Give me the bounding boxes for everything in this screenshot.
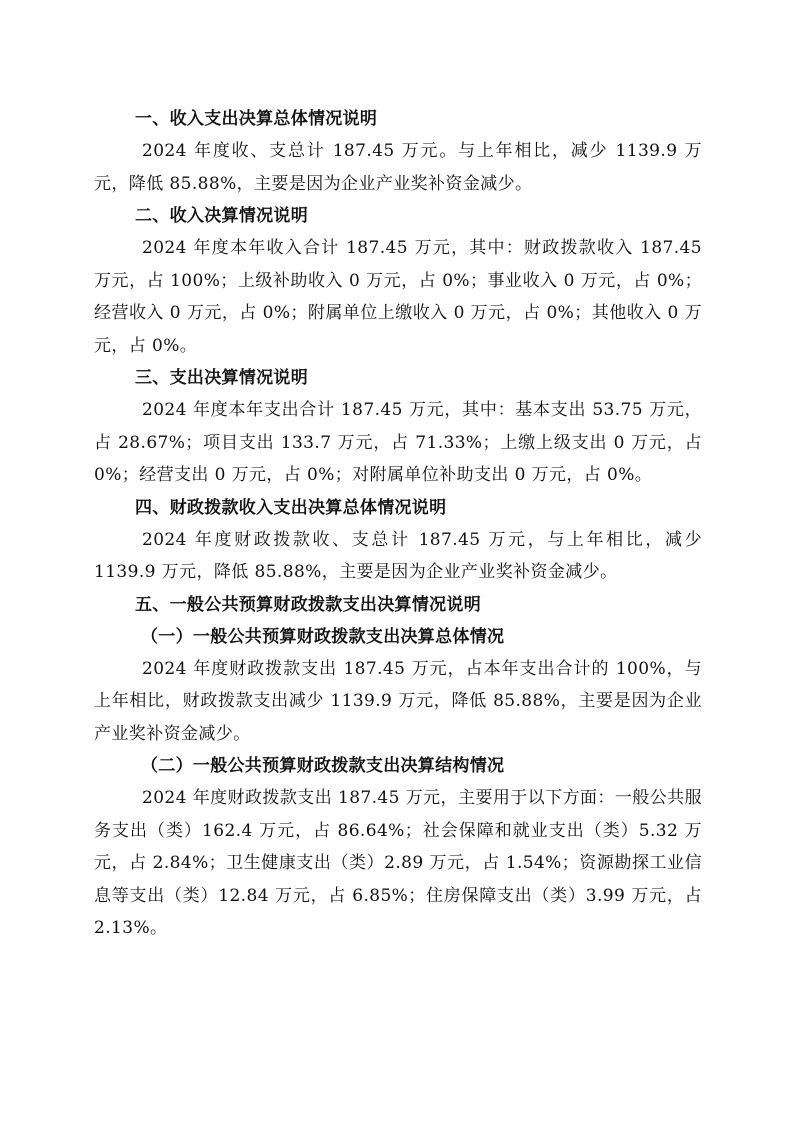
document-body: [94, 103, 702, 945]
section-paragraph-3: 2024 年度本年支出合计 187.45 万元，其中：基本支出 53.75 万元，占 28.67%；项目支出 133.7 万元，占 71.33%；上缴上级支出 0 万元，占 0%；经营支出 0 万元，占 0%；对附属单位补助支出 0 万元，占 0%。: [94, 400, 702, 485]
section-heading-3: 三、支出决算情况说明: [135, 368, 308, 388]
subsection-heading-5-2: （二）一般公共预算财政拨款支出决算结构情况: [141, 756, 505, 776]
subsection-heading-5-1: （一）一般公共预算财政拨款支出决算总体情况: [141, 626, 505, 647]
section-heading-5: 五、一般公共预算财政拨款支出决算情况说明: [135, 594, 481, 615]
subsection-paragraph-5-1: 2024 年度财政拨款支出 187.45 万元，占本年支出合计的 100%，与上年相比，财政拨款支出减少 1139.9 万元，降低 85.88%，主要是因为企业产业奖补资金减少。: [94, 658, 702, 744]
section-paragraph-1: 2024 年度收、支总计 187.45 万元。与上年相比，减少 1139.9 万元，降低 85.88%，主要是因为企业产业奖补资金减少。: [94, 141, 702, 194]
subsection-paragraph-5-2: 2024 年度财政拨款支出 187.45 万元，主要用于以下方面：一般公共服务支出（类）162.4 万元，占 86.64%；社会保障和就业支出（类）5.32 万元，占 2.84%；卫生健康支出（类）2.89 万元，占 1.54%；资源勘探工业信息等支出（类）12.84 万元，占 6.85%；住房保障支出（类）3.99 万元，占 2.13%。: [94, 788, 702, 938]
section-heading-1: 一、收入支出决算总体情况说明: [135, 109, 378, 129]
section-heading-2: 二、收入决算情况说明: [135, 206, 308, 226]
section-paragraph-4: 2024 年度财政拨款收、支总计 187.45 万元，与上年相比，减少 1139.9 万元，降低 85.88%，主要是因为企业产业奖补资金减少。: [94, 529, 702, 582]
section-paragraph-2: 2024 年度本年收入合计 187.45 万元，其中：财政拨款收入 187.45 万元，占 100%；上级补助收入 0 万元，占 0%；事业收入 0 万元，占 0%；经营收入 0 万元，占 0%；附属单位上缴收入 0 万元，占 0%；其他收入 0 万元，占 0%。: [94, 238, 702, 356]
section-heading-4: 四、财政拨款收入支出决算总体情况说明: [135, 497, 447, 518]
